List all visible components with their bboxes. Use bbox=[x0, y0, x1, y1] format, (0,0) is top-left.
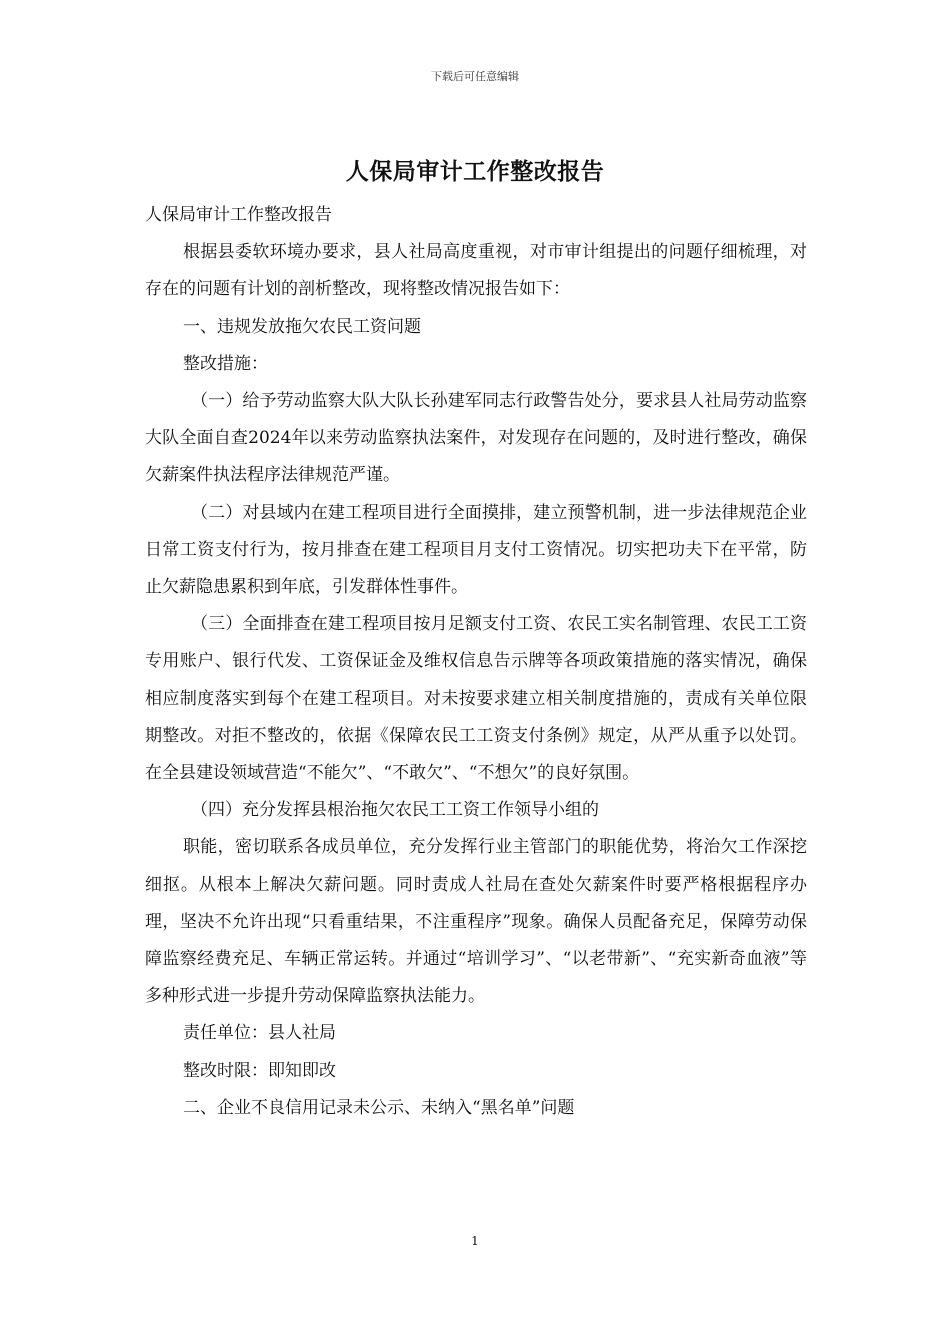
measures-label: 整改措施： bbox=[183, 353, 268, 374]
document-body bbox=[145, 197, 807, 1127]
rectification-deadline: 整改时限：即知即改 bbox=[183, 1060, 336, 1081]
measure-item-4: （四）充分发挥县根治拖欠农民工工资工作领导小组的 bbox=[191, 800, 599, 821]
measure-item-3: （三）全面排查在建工程项目按月足额支付工资、农民工实名制管理、农民工工资专用账户、银行代发、工资保证金及维权信息告示牌等各项政策措施的落实情况，确保相应制度落实到每个在建工程项目。对未按要求建立相关制度措施的，责成有关单位限期整改。对拒不整改的，依据《保障农民工工资支付条例》规定，从严从重予以处罚。在全县建设领域营造“不能欠”、“不敢欠”、“不想欠”的良好氛围。 bbox=[145, 614, 807, 784]
document-title: 人保局审计工作整改报告 bbox=[345, 158, 605, 185]
paragraph-intro: 根据县委软环境办要求，县人社局高度重视，对市审计组提出的问题仔细梳理，对存在的问题有计划的剖析整改，现将整改情况报告如下： bbox=[145, 242, 807, 300]
header-note: 下载后可任意编辑 bbox=[431, 70, 519, 83]
section-heading-2: 二、企业不良信用记录未公示、未纳入“黑名单”问题 bbox=[183, 1097, 575, 1118]
measure-item-2: （二）对县域内在建工程项目进行全面摸排，建立预警机制，进一步法律规范企业日常工资支付行为，按月排查在建工程项目月支付工资情况。切实把功夫下在平常，防止欠薪隐患累积到年底，引发群体性事件。 bbox=[145, 502, 807, 598]
measure-item-1: （一）给予劳动监察大队大队长孙建军同志行政警告处分，要求县人社局劳动监察大队全面自查2024年以来劳动监察执法案件，对发现存在问题的，及时进行整改，确保欠薪案件执法程序法律规范严谨。 bbox=[145, 391, 807, 486]
measure-item-4-continued: 职能，密切联系各成员单位，充分发挥行业主管部门的职能优势，将治欠工作深挖细抠。从根本上解决欠薪问题。同时责成人社局在查处欠薪案件时要严格根据程序办理，坚决不允许出现“只看重结果，不注重程序”现象。确保人员配备充足，保障劳动保障监察经费充足、车辆正常运转。并通过“培训学习”、“以老带新”、“充实新奇血液”等多种形式进一步提升劳动保障监察执法能力。 bbox=[145, 837, 807, 1007]
section-heading-1: 一、违规发放拖欠农民工资问题 bbox=[183, 316, 421, 337]
paragraph-subtitle: 人保局审计工作整改报告 bbox=[145, 205, 332, 225]
page-number: 1 bbox=[471, 1234, 479, 1248]
responsible-unit: 责任单位：县人社局 bbox=[183, 1023, 336, 1044]
